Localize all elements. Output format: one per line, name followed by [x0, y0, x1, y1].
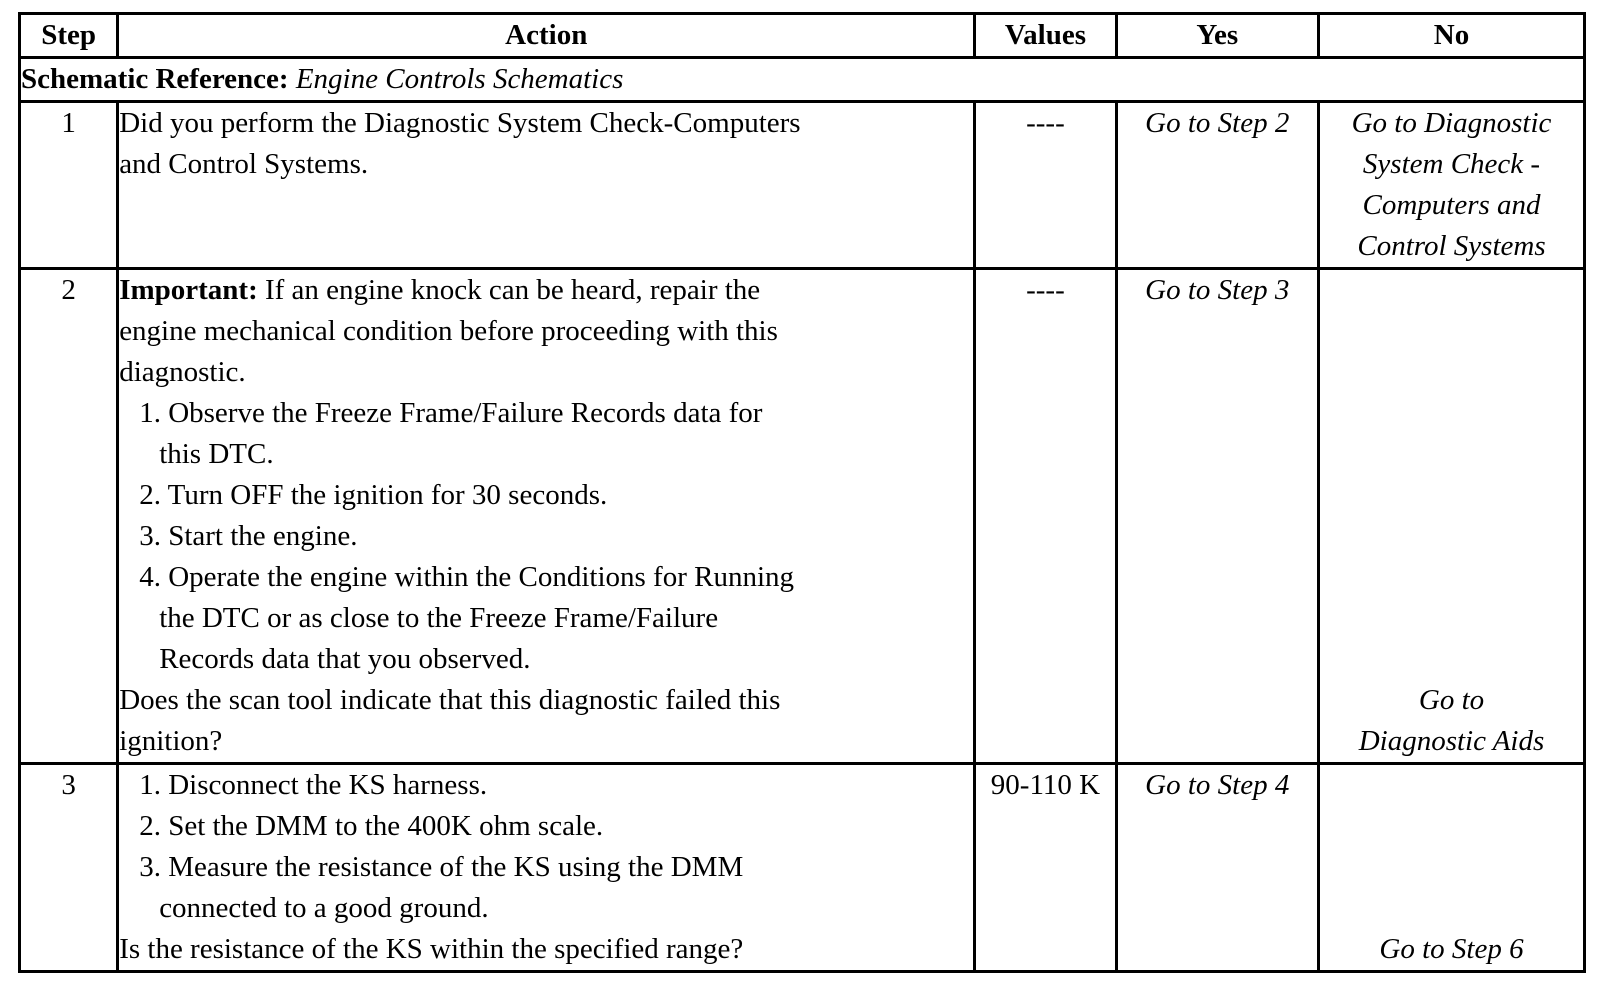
- header-action: Action: [118, 14, 975, 58]
- no-cell: [1319, 102, 1585, 269]
- schematic-row: [20, 58, 1585, 102]
- step-number: 1: [20, 102, 118, 269]
- values-cell: 90-110 K: [975, 764, 1116, 972]
- action-line: Did you perform the Diagnostic System Check-Computers: [119, 107, 801, 139]
- no-cell: [1319, 764, 1585, 972]
- header-yes: Yes: [1116, 14, 1319, 58]
- action-cell: [118, 102, 975, 269]
- schematic-value: Engine Controls Schematics: [295, 63, 624, 95]
- no-line: Go to: [1418, 684, 1485, 716]
- no-cell: [1319, 269, 1585, 764]
- yes-cell: Go to Step 4: [1116, 764, 1319, 972]
- no-line: Go to Step 6: [1379, 933, 1524, 965]
- step-number: 2: [20, 269, 118, 764]
- list-item-continuation: Records data that you observed.: [159, 643, 531, 675]
- action-line: and Control Systems.: [119, 148, 369, 180]
- no-line: Computers and: [1362, 189, 1541, 221]
- table-row: [20, 102, 1585, 269]
- list-item: 3. Start the engine.: [139, 520, 358, 552]
- list-item: 4. Operate the engine within the Conditions for Running: [139, 561, 794, 593]
- table-row: [20, 269, 1585, 764]
- list-item-continuation: this DTC.: [159, 438, 274, 470]
- header-step: Step: [20, 14, 118, 58]
- yes-cell: Go to Step 2: [1116, 102, 1319, 269]
- no-line: Control Systems: [1357, 230, 1546, 262]
- question-line: ignition?: [119, 725, 223, 757]
- step-number: 3: [20, 764, 118, 972]
- list-item: 1. Disconnect the KS harness.: [139, 769, 488, 801]
- no-line: Diagnostic Aids: [1358, 725, 1545, 757]
- action-cell: [118, 269, 975, 764]
- yes-cell: Go to Step 3: [1116, 269, 1319, 764]
- header-no: No: [1319, 14, 1585, 58]
- list-item: 1. Observe the Freeze Frame/Failure Records data for: [139, 397, 763, 429]
- important-line: engine mechanical condition before proceeding with this: [119, 315, 778, 347]
- schematic-label: Schematic Reference:: [21, 63, 289, 95]
- list-item: 2. Set the DMM to the 400K ohm scale.: [139, 810, 604, 842]
- important-line: [119, 270, 973, 311]
- list-item-continuation: connected to a good ground.: [159, 892, 489, 924]
- list-item-continuation: the DTC or as close to the Freeze Frame/Failure: [159, 602, 719, 634]
- diagnostic-table: [18, 12, 1586, 973]
- no-line: System Check -: [1362, 148, 1541, 180]
- table-row: [20, 764, 1585, 972]
- action-cell: [118, 764, 975, 972]
- important-label: Important:: [119, 274, 258, 306]
- important-text: If an engine knock can be heard, repair the: [257, 274, 761, 306]
- no-line: Go to Diagnostic: [1351, 107, 1552, 139]
- values-cell: ----: [975, 269, 1116, 764]
- header-values: Values: [975, 14, 1116, 58]
- list-item: 3. Measure the resistance of the KS using the DMM: [139, 851, 744, 883]
- values-cell: ----: [975, 102, 1116, 269]
- header-row: [20, 14, 1585, 58]
- important-line: diagnostic.: [119, 356, 246, 388]
- list-item: 2. Turn OFF the ignition for 30 seconds.: [139, 479, 608, 511]
- question-line: Does the scan tool indicate that this diagnostic failed this: [119, 684, 781, 716]
- question-line: Is the resistance of the KS within the specified range?: [119, 933, 744, 965]
- schematic-reference: [20, 58, 1585, 102]
